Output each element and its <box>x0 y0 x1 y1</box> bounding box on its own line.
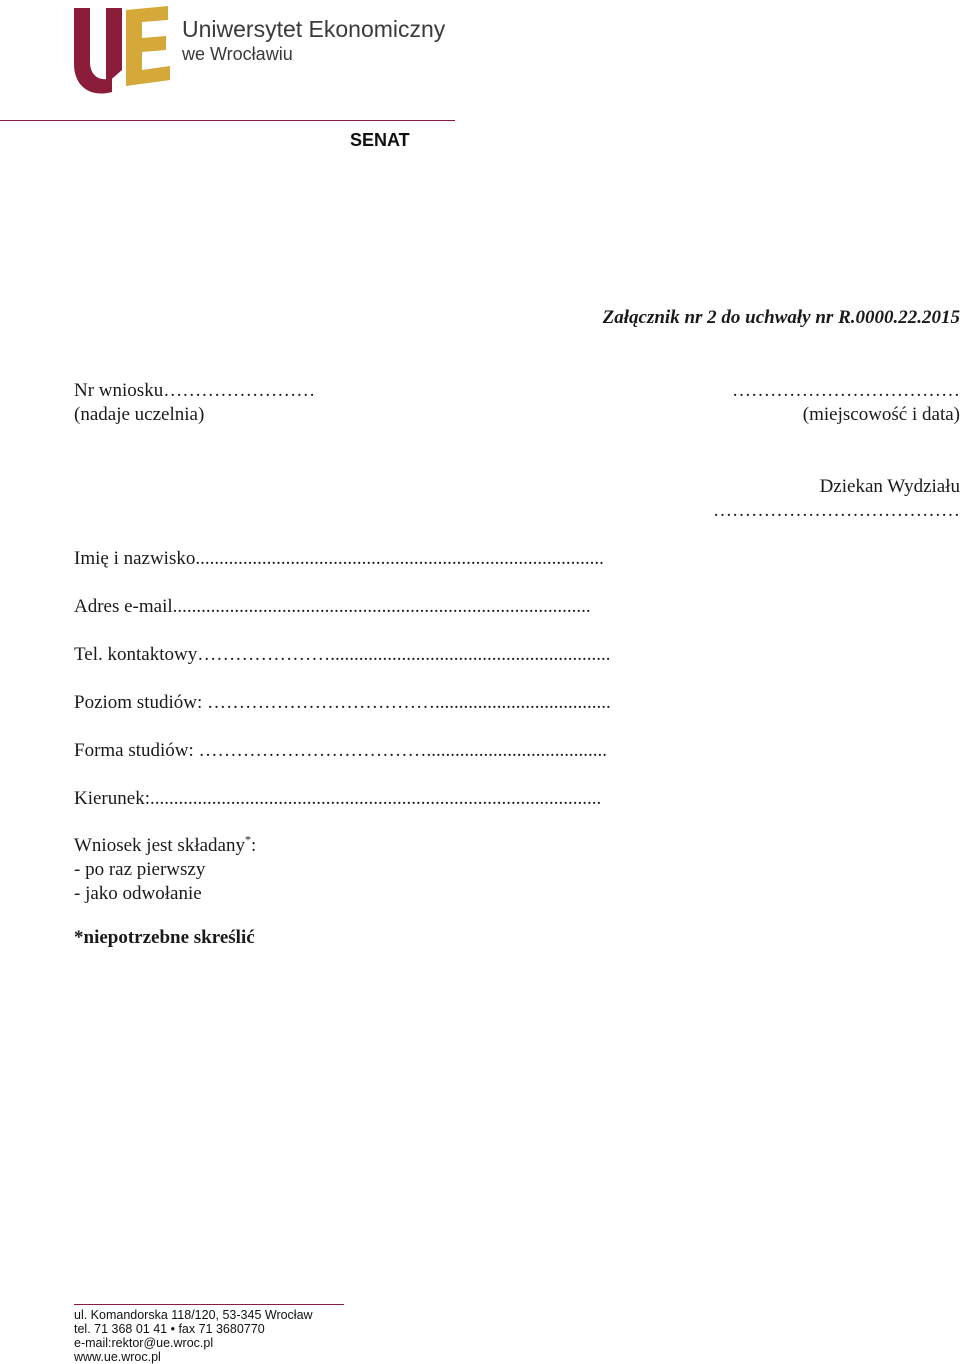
submission-label-text: Wniosek jest składany <box>74 835 245 856</box>
ue-logo-icon <box>70 4 180 96</box>
field-phone: Tel. kontaktowy…………………........................................................... <box>74 644 611 665</box>
field-full-name: Imię i nazwisko...................................................................................... <box>74 548 604 569</box>
footer-website: www.ue.wroc.pl <box>74 1350 161 1364</box>
place-date-field: ……………………………… <box>732 380 960 401</box>
university-logo <box>70 4 180 101</box>
footer-address: ul. Komandorska 118/120, 53-345 Wrocław <box>74 1308 313 1322</box>
place-date-note: (miejscowość i data) <box>802 404 960 425</box>
request-number-field: Nr wniosku…………………… <box>74 380 316 401</box>
addressee-dots: ………………………………… <box>713 500 960 521</box>
header-divider <box>0 120 455 121</box>
submission-label <box>74 832 257 857</box>
field-major: Kierunek:............................................................................................... <box>74 788 602 809</box>
field-study-level: Poziom studiów: ………………………………..................................... <box>74 692 611 713</box>
submission-colon: : <box>250 835 257 856</box>
submission-option-first: - po raz pierwszy <box>74 859 206 880</box>
university-city: we Wrocławiu <box>182 44 293 64</box>
university-name: Uniwersytet Ekonomiczny <box>182 16 446 42</box>
request-number-note: (nadaje uczelnia) <box>74 404 205 425</box>
annex-title: Załącznik nr 2 do uchwały nr R.0000.22.2015 <box>602 307 960 328</box>
field-email: Adres e-mail........................................................................................ <box>74 596 591 617</box>
submission-asterisk: * <box>244 832 251 847</box>
footer-phone: tel. 71 368 01 41 • fax 71 3680770 <box>74 1322 265 1336</box>
submission-option-appeal: - jako odwołanie <box>74 883 202 904</box>
footer-email: e-mail:rektor@ue.wroc.pl <box>74 1336 214 1350</box>
field-study-mode: Forma studiów: ………………………………...................................... <box>74 740 608 761</box>
footer-divider <box>74 1304 344 1305</box>
addressee-title: Dziekan Wydziału <box>819 476 960 497</box>
footnote-strike: *niepotrzebne skreślić <box>74 927 255 948</box>
unit-title: SENAT <box>350 130 410 150</box>
